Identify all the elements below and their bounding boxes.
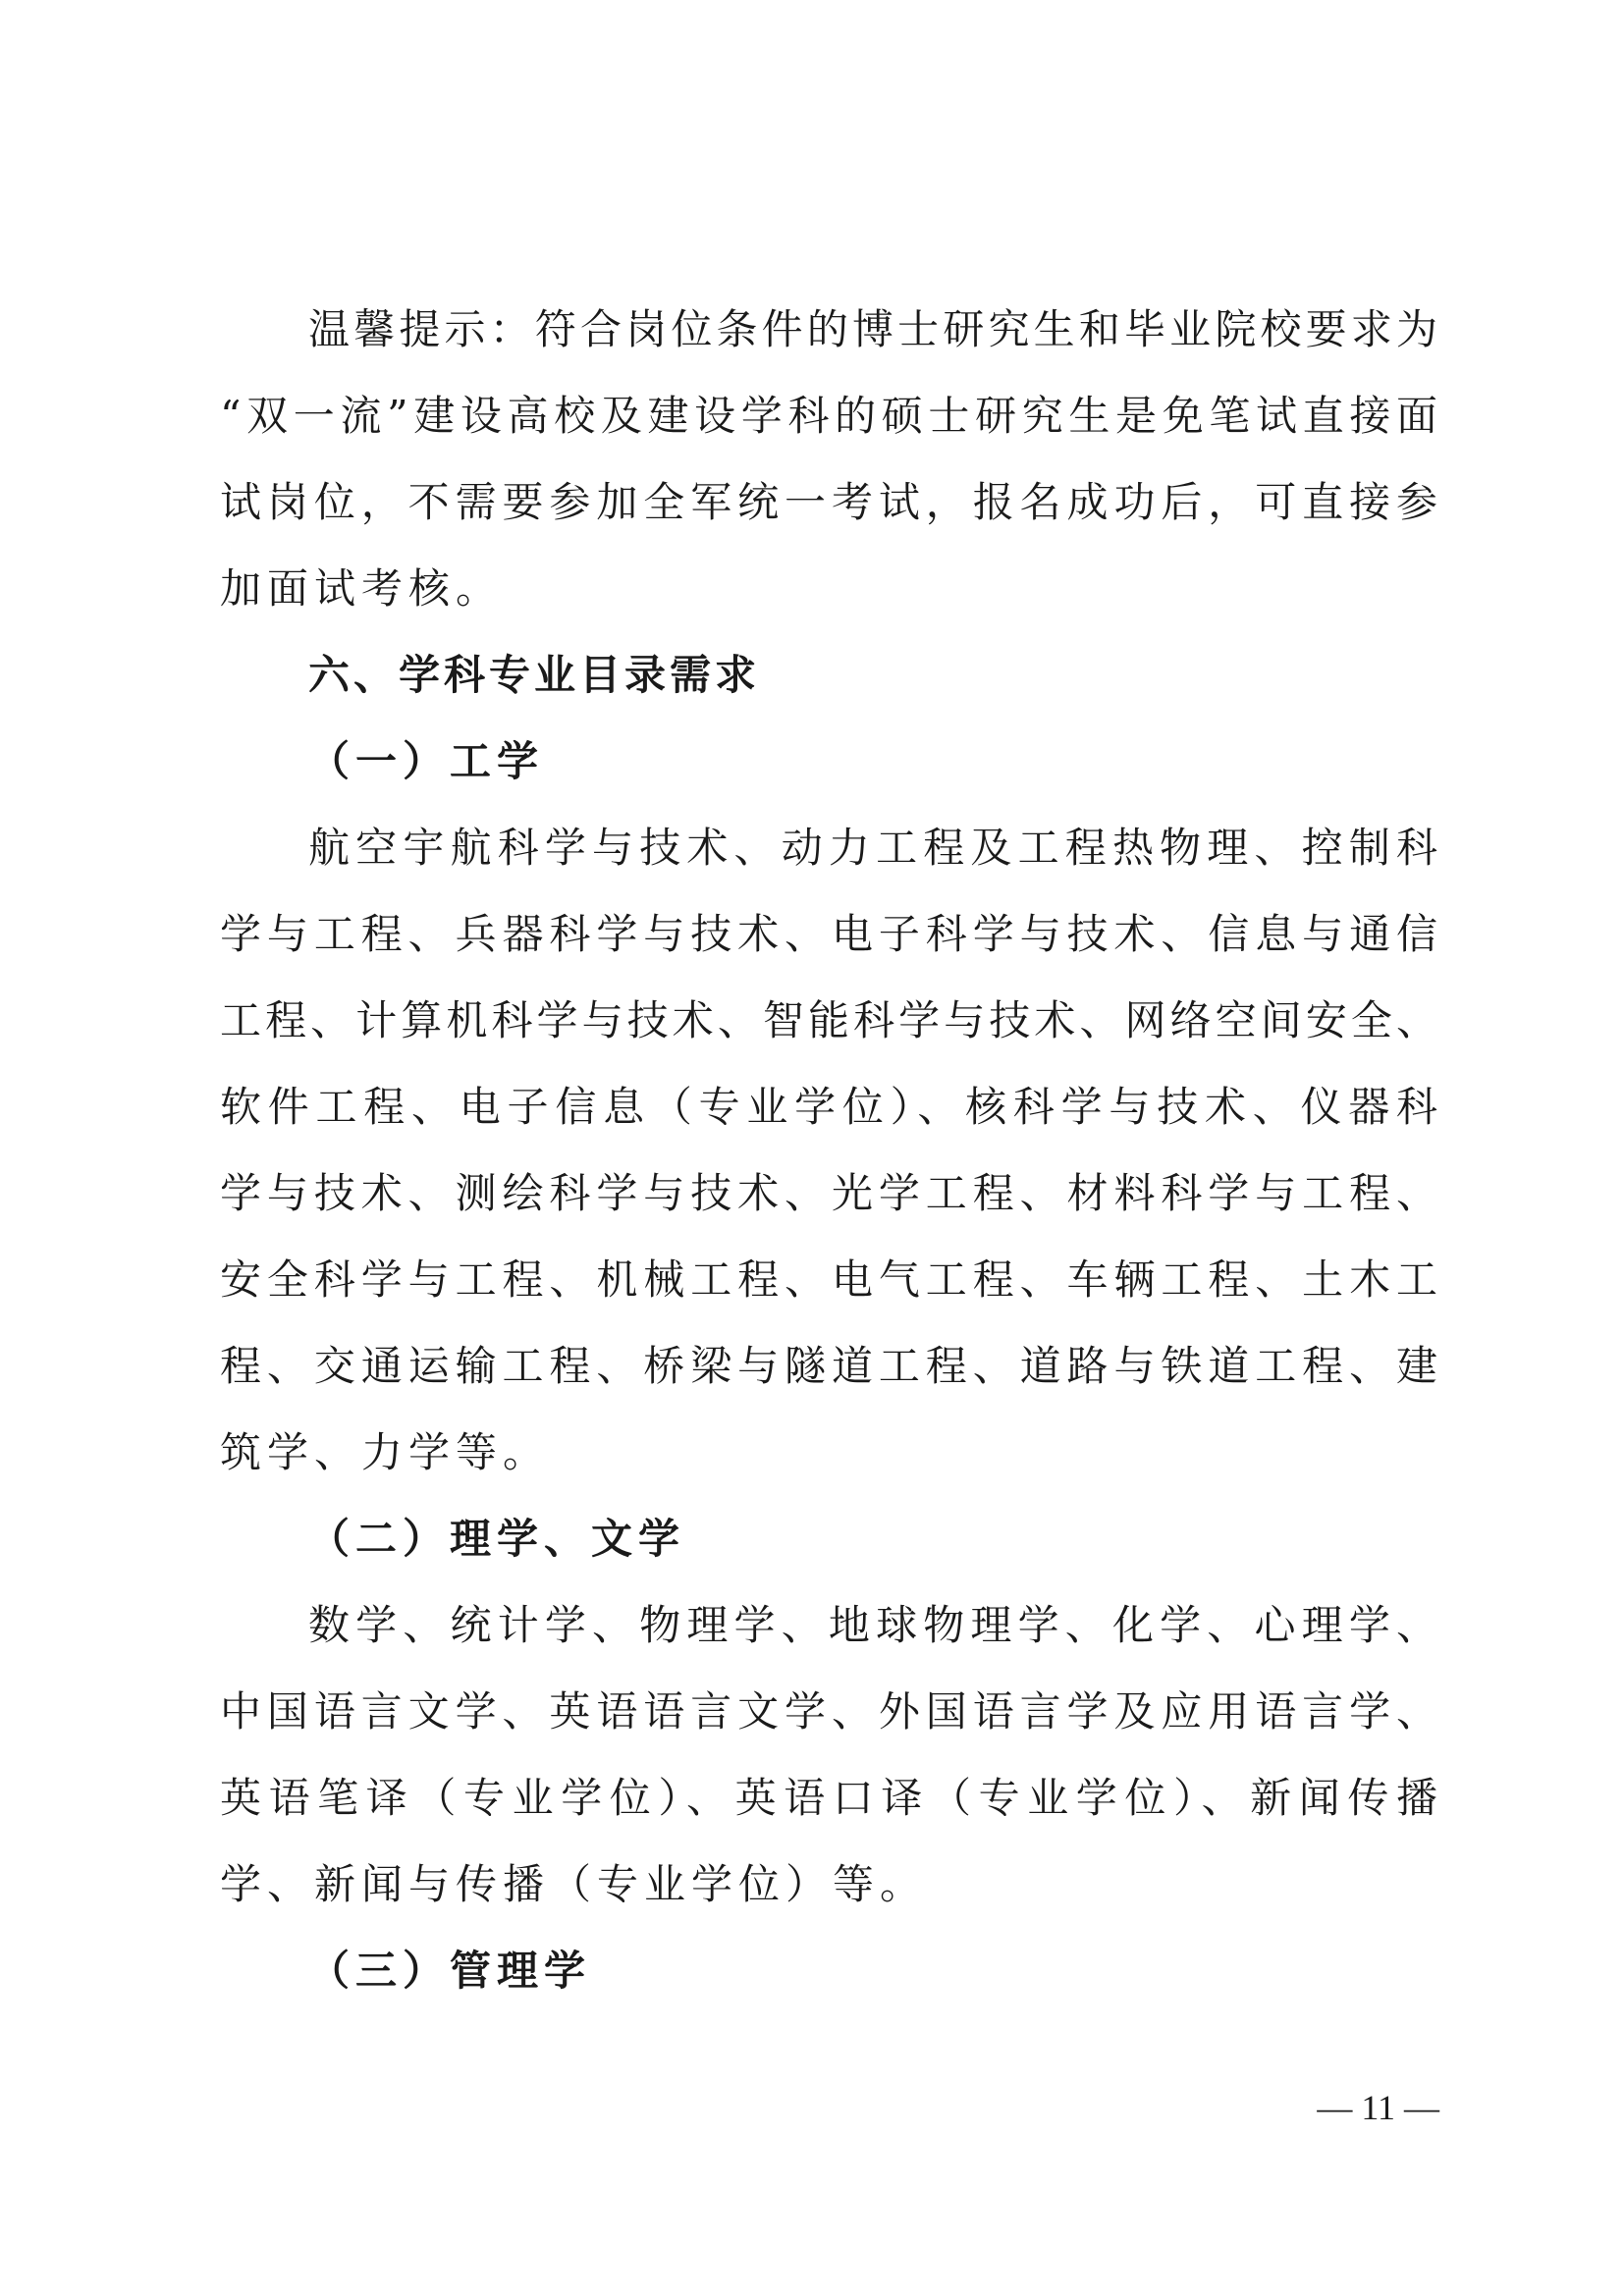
science-literature-line-4: 学、新闻与传播（专业学位）等。 — [220, 1860, 928, 1908]
engineering-line-5: 学与技术、测绘科学与技术、光学工程、材料科学与工程、 — [220, 1169, 1437, 1217]
engineering-line-6: 安全科学与工程、机械工程、电气工程、车辆工程、土木工 — [220, 1255, 1437, 1304]
engineering-heading: （一）工学 — [308, 737, 545, 785]
engineering-line-8: 筑学、力学等。 — [220, 1428, 551, 1476]
engineering-line-7: 程、交通运输工程、桥梁与隧道工程、道路与铁道工程、建 — [220, 1342, 1437, 1390]
notice-line-2: “双一流”建设高校及建设学科的硕士研究生是免笔试直接面 — [220, 392, 1437, 440]
engineering-line-3: 工程、计算机科学与技术、智能科学与技术、网络空间安全、 — [220, 996, 1437, 1044]
engineering-line-4: 软件工程、电子信息（专业学位）、核科学与技术、仪器科 — [220, 1083, 1437, 1131]
science-literature-line-2: 中国语言文学、英语语言文学、外国语言学及应用语言学、 — [220, 1687, 1437, 1735]
page-number: — 11 — — [1317, 2088, 1439, 2127]
science-literature-heading: （二）理学、文学 — [308, 1515, 686, 1563]
engineering-line-2: 学与工程、兵器科学与技术、电子科学与技术、信息与通信 — [220, 910, 1437, 958]
section-title: 六、学科专业目录需求 — [308, 651, 761, 699]
notice-line-4: 加面试考核。 — [220, 564, 504, 613]
management-heading: （三）管理学 — [308, 1947, 592, 1995]
science-literature-line-1: 数学、统计学、物理学、地球物理学、化学、心理学、 — [308, 1601, 1437, 1649]
engineering-line-1: 航空宇航科学与技术、动力工程及工程热物理、控制科 — [308, 824, 1437, 872]
notice-line-1: 温馨提示：符合岗位条件的博士研究生和毕业院校要求为 — [308, 305, 1437, 353]
science-literature-line-3: 英语笔译（专业学位）、英语口译（专业学位）、新闻传播 — [220, 1774, 1437, 1822]
notice-line-3: 试岗位，不需要参加全军统一考试，报名成功后，可直接参 — [220, 478, 1437, 526]
